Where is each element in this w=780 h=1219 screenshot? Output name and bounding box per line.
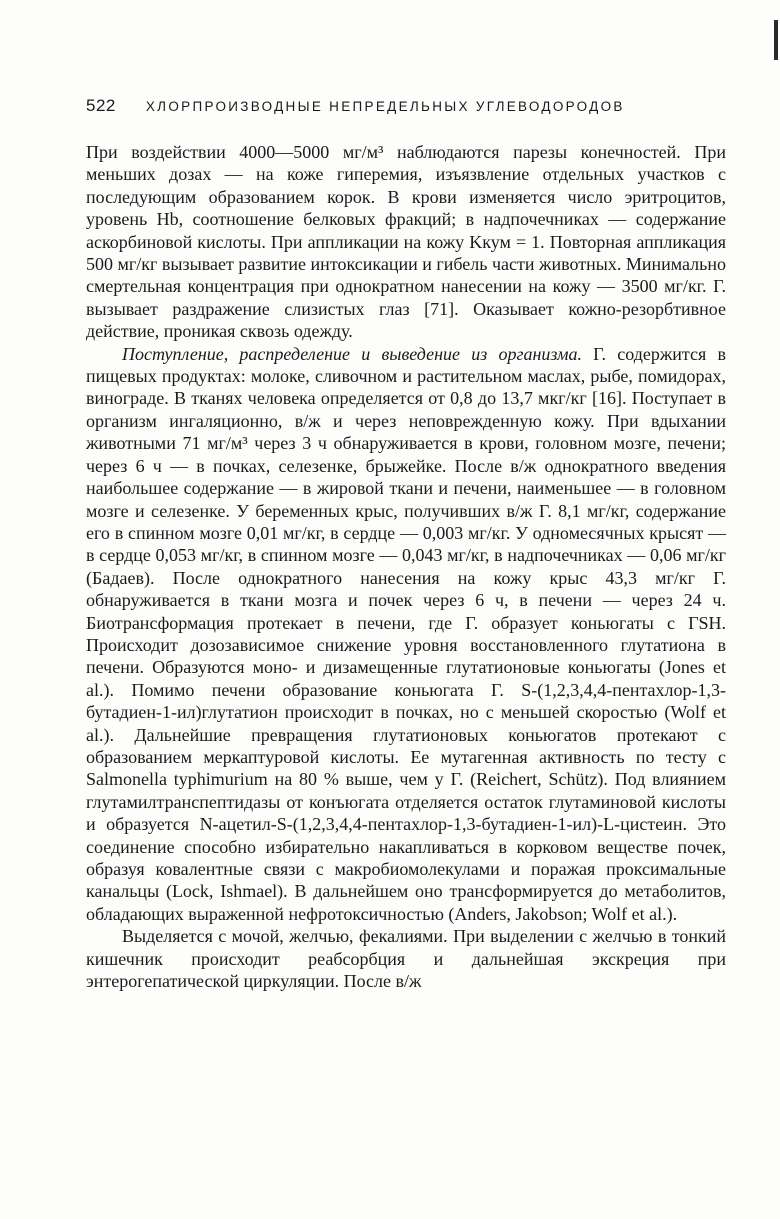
paragraph-text: Выделяется с мочой, желчью, фекалиями. При выделении с желчью в тонкий кишечник происходит реабсорбция и дальнейшая экскреция при энтерогепатической циркуляции. После в/ж (86, 926, 726, 992)
paragraph-toxicity (86, 141, 726, 343)
body-text (86, 141, 726, 992)
paragraph-text: Г. содержится в пищевых продуктах: молоке, сливочном и растительном маслах, рыбе, помидорах, винограде. В тканях человека определяется от 0,8 до 13,7 мкг/кг [16]. Поступает в организм ингаляционно, в/ж и через неповрежденную кожу. При вдыхании животными 71 мг/м³ через 3 ч обнаруживается в крови, головном мозге, печени; через 6 ч — в почках, селезенке, брыжейке. После в/ж однократного введения наибольшее содержание — в жировой ткани и печени, наименьшее — в головном мозге и селезенке. У беременных крыс, получивших в/ж Г. 8,1 мг/кг, содержание его в спинном мозге 0,01 мг/кг, в сердце — 0,003 мг/кг. У одномесячных крысят — в сердце 0,053 мг/кг, в спинном мозге — 0,043 мг/кг, в надпочечниках — 0,06 мг/кг (Бадаев). После однократного нанесения на кожу крыс 43,3 мг/кг Г. обнаруживается в ткани мозга и почек через 6 ч, в печени — через 24 ч. Биотрансформация протекает в печени, где Г. образует коньюгаты с ГSН. Происходит дозозависимое снижение уровня восстановленного глутатиона в печени. Образуются моно- и дизамещенные глутатионовые коньюгаты (Jones et al.). Помимо печени образование коньюгата Г. S-(1,2,3,4,4-пентахлор-1,3-бутадиен-1-ил)глутатион происходит в почках, но с меньшей скоростью (Wolf et al.). Дальнейшие превращения глутатионовых коньюгатов протекают с образованием меркаптуровой кислоты. Ее мутагенная активность по тесту с Salmonella typhimurium на 80 % выше, чем у Г. (Reichert, Schütz). Под влиянием глутамилтранспептидазы от конъюгата отделяется остаток глутаминовой кислоты и образуется N-ацетил-S-(1,2,3,4,4-пентахлор-1,3-бутадиен-1-ил)-L-цистеин. Это соединение способно избирательно накапливаться в корковом веществе почек, образуя ковалентные связи с макробиомолекулами и поражая проксимальные канальцы (Lock, Ishmael). В дальнейшем оно трансформируется до метаболитов, обладающих выраженной нефротоксичностью (Anders, Jakobson; Wolf et al.). (86, 343, 726, 924)
paragraph-distribution (86, 343, 726, 926)
page-edge-mark (774, 20, 778, 60)
section-lead: Поступление, распределение и выведение из организма. (122, 343, 582, 364)
paragraph-text: При воздействии 4000—5000 мг/м³ наблюдаются парезы конечностей. При меньших дозах — на коже гиперемия, изъязвление отдельных участков с последующим образованием корок. В крови изменяется число эритроцитов, уровень Hb, соотношение белковых фракций; в надпочечниках — содержание аскорбиновой кислоты. При аппликации на кожу Kкум = 1. Повторная аппликация 500 мг/кг вызывает развитие интоксикации и гибель части животных. Минимально смертельная концентрация при однократном нанесении на кожу — 3500 мг/кг. Г. вызывает раздражение слизистых глаз [71]. Оказывает кожно-резорбтивное действие, проникая сквозь одежду. (86, 142, 726, 342)
paragraph-excretion (86, 925, 726, 992)
page-number: 522 (86, 96, 116, 115)
page-header (86, 96, 726, 122)
running-title: ХЛОРПРОИЗВОДНЫЕ НЕПРЕДЕЛЬНЫХ УГЛЕВОДОРОДОВ (145, 99, 625, 114)
